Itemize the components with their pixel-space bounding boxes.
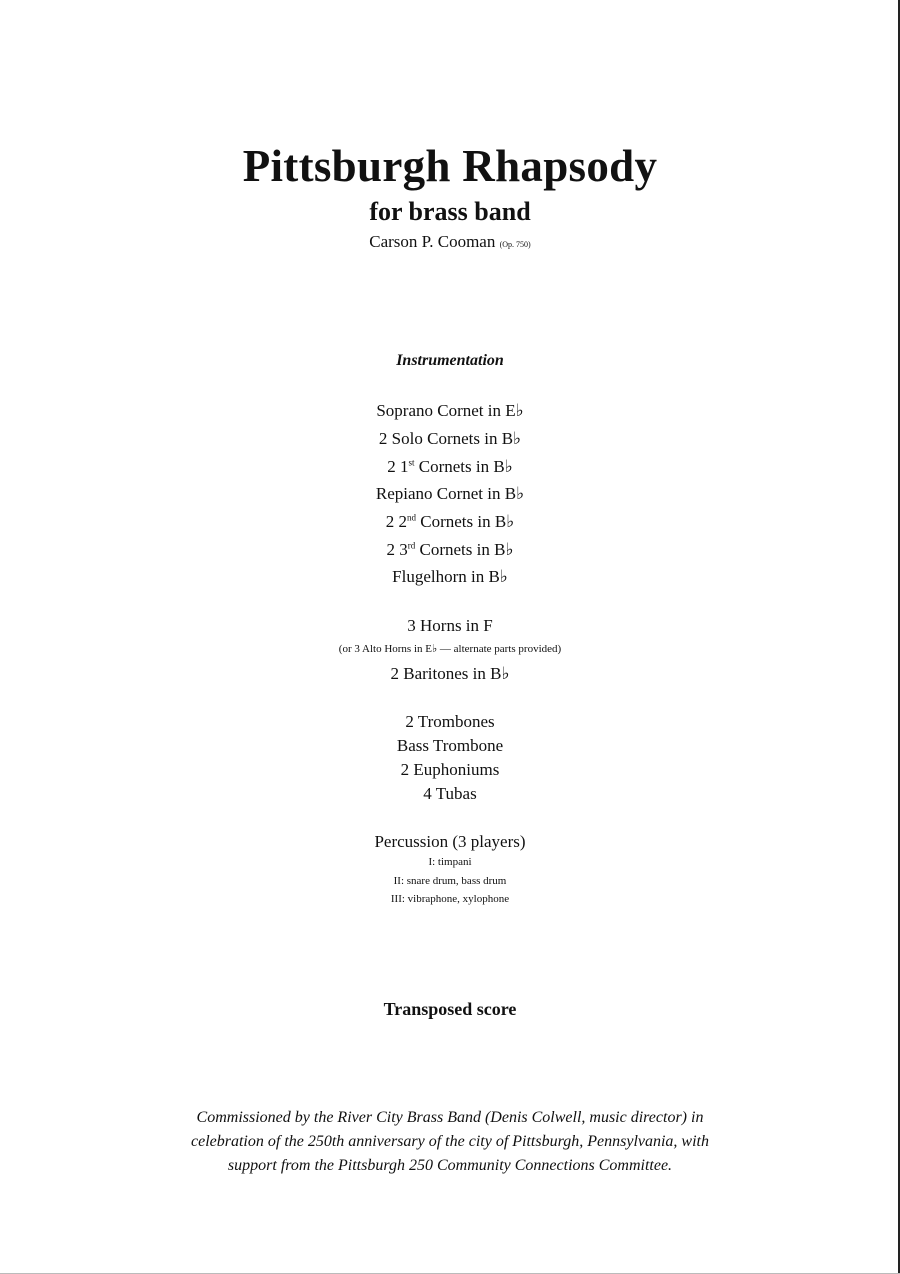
composer-line [0, 232, 900, 252]
commission-note [0, 1106, 900, 1178]
third-cornets-label: Cornets in B♭ [415, 540, 514, 559]
percussion-player-3: III: vibraphone, xylophone [390, 893, 510, 905]
alto-horns-note: (or 3 Alto Horns in E♭ — alternate parts provided) [338, 643, 562, 655]
first-cornets-label: Cornets in B♭ [414, 457, 513, 476]
instrument-repiano-cornet: Repiano Cornet in B♭ [375, 484, 525, 503]
instrument-first-cornets [0, 457, 900, 477]
first-cornets-ordinal: st [408, 457, 415, 468]
third-cornets-count: 2 3 [386, 540, 408, 559]
commission-line-2: celebration of the 250th anniversary of the city of Pittsburgh, Pennsylvania, with [191, 1133, 709, 1150]
instrument-euphoniums: 2 Euphoniums [400, 760, 500, 779]
percussion-heading: Percussion (3 players) [374, 832, 526, 851]
second-cornets-count: 2 2 [385, 512, 408, 531]
instrument-third-cornets [0, 540, 900, 560]
instrumentation-heading: Instrumentation [396, 352, 504, 369]
score-type-label: Transposed score [383, 999, 517, 1019]
instrument-baritones: 2 Baritones in B♭ [390, 664, 510, 683]
percussion-player-1: I: timpani [428, 856, 472, 868]
third-cornets-ordinal: rd [407, 540, 416, 551]
instrument-horns: 3 Horns in F [407, 616, 493, 635]
first-cornets-count: 2 1 [387, 457, 409, 476]
instrument-tubas: 4 Tubas [423, 784, 477, 803]
instrument-second-cornets [0, 512, 900, 532]
page-title: Pittsburgh Rhapsody [242, 141, 658, 191]
commission-line-1: Commissioned by the River City Brass Band (Denis Colwell, music director) in [196, 1109, 704, 1126]
commission-line-3: support from the Pittsburgh 250 Community Connections Committee. [227, 1157, 673, 1174]
instrument-solo-cornets: 2 Solo Cornets in B♭ [378, 429, 522, 448]
instrument-flugelhorn: Flugelhorn in B♭ [392, 567, 508, 586]
second-cornets-ordinal: nd [407, 512, 417, 523]
second-cornets-label: Cornets in B♭ [416, 512, 515, 531]
subtitle: for brass band [369, 197, 531, 226]
instrument-trombones: 2 Trombones [405, 712, 495, 731]
instrument-soprano-cornet: Soprano Cornet in E♭ [376, 401, 524, 420]
instrument-bass-trombone: Bass Trombone [396, 736, 504, 755]
percussion-player-2: II: snare drum, bass drum [393, 875, 507, 887]
composer-name: Carson P. Cooman [369, 232, 496, 251]
opus-number: (Op. 750) [499, 240, 531, 249]
